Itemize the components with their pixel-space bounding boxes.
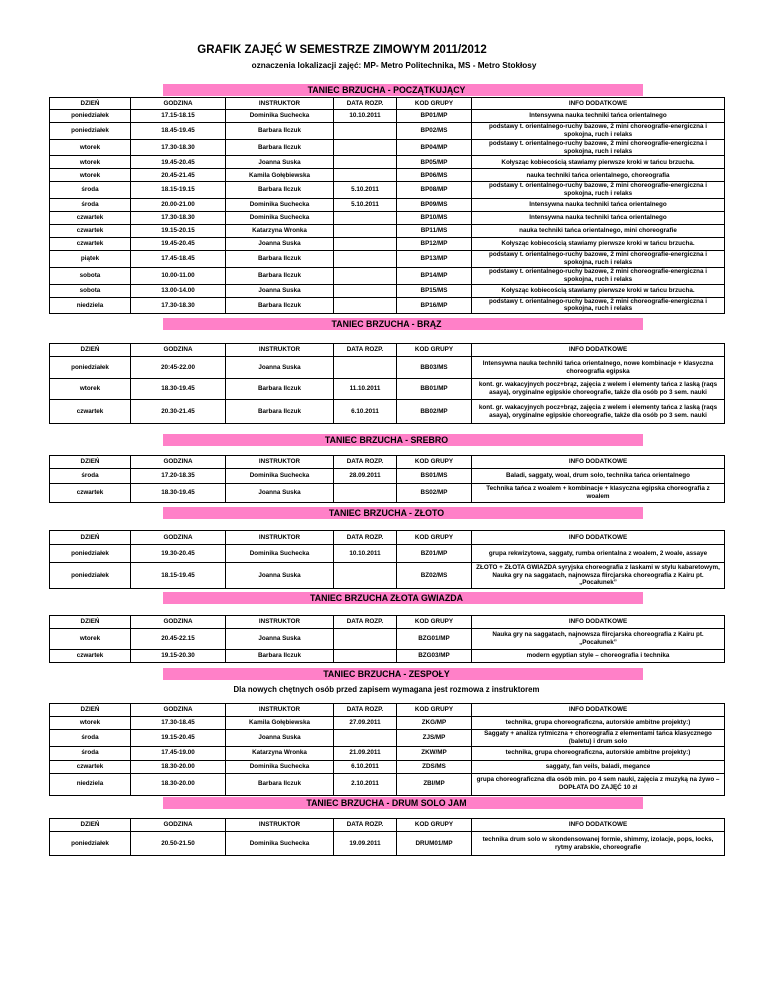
schedule-table bbox=[49, 343, 725, 424]
header-time: GODZINA bbox=[131, 344, 226, 357]
section-title: TANIEC BRZUCHA ZŁOTA GWIAZDA bbox=[310, 593, 463, 603]
cell-instructor: Kamila Gołębiewska bbox=[226, 717, 334, 730]
cell-info: Intensywna nauka techniki tańca orientalnego bbox=[472, 110, 725, 123]
table-header-row bbox=[50, 819, 725, 832]
header-start-date: DATA ROZP. bbox=[334, 704, 397, 717]
cell-day: czwartek bbox=[50, 760, 131, 773]
table-row bbox=[50, 717, 725, 730]
cell-info: podstawy t. orientalnego-ruchy bazowe, 2 mini choreografie-energiczna i spokojna, ruch i relaks bbox=[472, 182, 725, 199]
schedule-table bbox=[49, 615, 725, 663]
cell-start-date: 10.10.2011 bbox=[334, 110, 397, 123]
cell-start-date: 21.09.2011 bbox=[334, 746, 397, 760]
cell-group-code: ZBI/MP bbox=[397, 773, 472, 795]
header-instructor: INSTRUKTOR bbox=[226, 456, 334, 469]
cell-info: nauka techniki tańca orientalnego, choreografia bbox=[472, 169, 725, 182]
header-day: DZIEŃ bbox=[50, 616, 131, 629]
cell-day: poniedziałek bbox=[50, 357, 131, 379]
cell-day: poniedziałek bbox=[50, 832, 131, 856]
cell-time: 19.45-20.45 bbox=[131, 238, 226, 251]
cell-start-date: 10.10.2011 bbox=[334, 545, 397, 563]
cell-start-date bbox=[334, 284, 397, 297]
section-title: TANIEC BRZUCHA - SREBRO bbox=[324, 435, 449, 445]
cell-time: 18.30-20.00 bbox=[131, 760, 226, 773]
cell-start-date: 5.10.2011 bbox=[334, 182, 397, 199]
cell-group-code: BB03/MS bbox=[397, 357, 472, 379]
section-title: TANIEC BRZUCHA - ZESPOŁY bbox=[323, 669, 450, 679]
cell-day: środa bbox=[50, 182, 131, 199]
header-instructor: INSTRUKTOR bbox=[226, 98, 334, 110]
cell-instructor: Barbara Ilczuk bbox=[226, 297, 334, 314]
cell-time: 17.45-19.00 bbox=[131, 746, 226, 760]
cell-start-date bbox=[334, 357, 397, 379]
cell-info: nauka techniki tańca orientalnego, mini choreografie bbox=[472, 225, 725, 238]
cell-group-code: BP05/MP bbox=[397, 156, 472, 169]
header-start-date: DATA ROZP. bbox=[334, 616, 397, 629]
cell-group-code: DRUM01/MP bbox=[397, 832, 472, 856]
table-row bbox=[50, 760, 725, 773]
cell-info: grupa choreograficzna dla osób min. po 4 sem nauki, zajęcia z muzyką na żywo – DOPŁATA DO ZAJĘĆ 10 zł bbox=[472, 773, 725, 795]
header-start-date: DATA ROZP. bbox=[334, 344, 397, 357]
header-info: INFO DODATKOWE bbox=[472, 819, 725, 832]
header-group-code: KOD GRUPY bbox=[397, 531, 472, 545]
table-row bbox=[50, 773, 725, 795]
cell-group-code: BP02/MS bbox=[397, 123, 472, 140]
table-row bbox=[50, 123, 725, 140]
cell-instructor: Joanna Suska bbox=[226, 156, 334, 169]
cell-day: czwartek bbox=[50, 484, 131, 503]
cell-start-date bbox=[334, 212, 397, 225]
header-start-date: DATA ROZP. bbox=[334, 456, 397, 469]
cell-time: 20.50-21.50 bbox=[131, 832, 226, 856]
cell-instructor: Joanna Suska bbox=[226, 357, 334, 379]
table-row bbox=[50, 212, 725, 225]
cell-day: poniedziałek bbox=[50, 110, 131, 123]
table-header-row bbox=[50, 616, 725, 629]
page-title: GRAFIK ZAJĘĆ W SEMESTRZE ZIMOWYM 2011/2012 bbox=[197, 44, 487, 56]
cell-time: 18.30-19.45 bbox=[131, 379, 226, 400]
cell-group-code: BP08/MP bbox=[397, 182, 472, 199]
cell-info: Intensywna nauka techniki tańca orientalnego, nowe kombinacje + klasyczna choreografia egipska bbox=[472, 357, 725, 379]
cell-group-code: BB01/MP bbox=[397, 379, 472, 400]
cell-info: kont. gr. wakacyjnych pocz+brąz, zajęcia z welem i elementy tańca z laską (raqs asaya), oryginalne egipskie choreografie, także dla osób po 3 sem. nauki bbox=[472, 379, 725, 400]
cell-info: kont. gr. wakacyjnych pocz+brąz, zajęcia z welem i elementy tańca z laską (raqs asaya), oryginalne egipskie choreografie, także dla osób po 3 sem. nauki bbox=[472, 400, 725, 424]
table-row bbox=[50, 563, 725, 589]
cell-start-date bbox=[334, 267, 397, 284]
cell-group-code: ZKG/MP bbox=[397, 717, 472, 730]
cell-info: podstawy t. orientalnego-ruchy bazowe, 2 mini choreografie-energiczna i spokojna, ruch i relaks bbox=[472, 251, 725, 268]
cell-instructor: Barbara Ilczuk bbox=[226, 251, 334, 268]
table-row bbox=[50, 400, 725, 424]
cell-group-code: BS02/MP bbox=[397, 484, 472, 503]
cell-group-code: ZKW/MP bbox=[397, 746, 472, 760]
cell-group-code: BP09/MS bbox=[397, 199, 472, 212]
cell-instructor: Katarzyna Wronka bbox=[226, 225, 334, 238]
cell-instructor: Joanna Suska bbox=[226, 238, 334, 251]
cell-group-code: BZ02/MS bbox=[397, 563, 472, 589]
table-row bbox=[50, 225, 725, 238]
cell-start-date bbox=[334, 484, 397, 503]
cell-instructor: Dominika Suchecka bbox=[226, 760, 334, 773]
cell-time: 19.45-20.45 bbox=[131, 156, 226, 169]
cell-start-date: 27.09.2011 bbox=[334, 717, 397, 730]
cell-day: wtorek bbox=[50, 169, 131, 182]
cell-instructor: Joanna Suska bbox=[226, 284, 334, 297]
table-header-row bbox=[50, 531, 725, 545]
cell-instructor: Barbara Ilczuk bbox=[226, 139, 334, 156]
cell-info: Technika tańca z woalem + kombinacje + klasyczna egipska choreografia z woalem bbox=[472, 484, 725, 503]
cell-group-code: BP04/MP bbox=[397, 139, 472, 156]
cell-group-code: BP11/MS bbox=[397, 225, 472, 238]
schedule-table bbox=[49, 703, 725, 796]
cell-info: Intensywna nauka techniki tańca orientalnego bbox=[472, 212, 725, 225]
table-row bbox=[50, 545, 725, 563]
header-time: GODZINA bbox=[131, 98, 226, 110]
cell-group-code: BP01/MP bbox=[397, 110, 472, 123]
cell-day: sobota bbox=[50, 284, 131, 297]
schedule-table bbox=[49, 455, 725, 503]
cell-instructor: Barbara Ilczuk bbox=[226, 379, 334, 400]
header-start-date: DATA ROZP. bbox=[334, 531, 397, 545]
cell-day: czwartek bbox=[50, 238, 131, 251]
cell-start-date bbox=[334, 156, 397, 169]
header-group-code: KOD GRUPY bbox=[397, 819, 472, 832]
cell-instructor: Kamila Gołębiewska bbox=[226, 169, 334, 182]
cell-group-code: BZ01/MP bbox=[397, 545, 472, 563]
header-time: GODZINA bbox=[131, 616, 226, 629]
cell-time: 17.30-18.30 bbox=[131, 212, 226, 225]
cell-group-code: BP16/MP bbox=[397, 297, 472, 314]
cell-info: Kołysząc kobiecością stawiamy pierwsze kroki w tańcu brzucha. bbox=[472, 284, 725, 297]
cell-day: poniedziałek bbox=[50, 563, 131, 589]
table-row bbox=[50, 267, 725, 284]
table-row bbox=[50, 379, 725, 400]
cell-group-code: BZG01/MP bbox=[397, 629, 472, 650]
cell-info: technika, grupa choreograficzna, autorskie ambitne projekty:) bbox=[472, 717, 725, 730]
header-day: DZIEŃ bbox=[50, 704, 131, 717]
cell-day: poniedziałek bbox=[50, 545, 131, 563]
cell-day: środa bbox=[50, 469, 131, 484]
cell-day: poniedziałek bbox=[50, 123, 131, 140]
cell-info: podstawy t. orientalnego-ruchy bazowe, 2 mini choreografie-energiczna i spokojna, ruch i relaks bbox=[472, 267, 725, 284]
table-row bbox=[50, 156, 725, 169]
cell-info: ZŁOTO + ZŁOTA GWIAZDA syryjska choreografia z laskami w stylu kabaretowym, Nauka gry na saggatach, najnowsza flircjarska choreografia z Kairu pt. „Pocałunek” bbox=[472, 563, 725, 589]
header-info: INFO DODATKOWE bbox=[472, 704, 725, 717]
cell-info: podstawy t. orientalnego-ruchy bazowe, 2 mini choreografie-energiczna i spokojna, ruch i relaks bbox=[472, 139, 725, 156]
cell-group-code: BS01/MS bbox=[397, 469, 472, 484]
cell-start-date bbox=[334, 730, 397, 747]
cell-group-code: BP14/MP bbox=[397, 267, 472, 284]
cell-day: wtorek bbox=[50, 156, 131, 169]
cell-instructor: Dominika Suchecka bbox=[226, 832, 334, 856]
cell-time: 18.30-19.45 bbox=[131, 484, 226, 503]
cell-info: podstawy t. orientalnego-ruchy bazowe, 2 mini choreografie-energiczna i spokojna, ruch i relaks bbox=[472, 123, 725, 140]
table-header-row bbox=[50, 344, 725, 357]
header-group-code: KOD GRUPY bbox=[397, 456, 472, 469]
cell-instructor: Dominika Suchecka bbox=[226, 469, 334, 484]
section-note: Dla nowych chętnych osób przed zapisem wymagana jest rozmowa z instruktorem bbox=[233, 685, 540, 694]
cell-group-code: BB02/MP bbox=[397, 400, 472, 424]
table-row bbox=[50, 832, 725, 856]
cell-instructor: Dominika Suchecka bbox=[226, 212, 334, 225]
cell-day: czwartek bbox=[50, 650, 131, 663]
cell-day: środa bbox=[50, 730, 131, 747]
cell-day: wtorek bbox=[50, 139, 131, 156]
table-row bbox=[50, 297, 725, 314]
section-title: TANIEC BRZUCHA - POCZĄTKUJĄCY bbox=[307, 85, 466, 95]
cell-day: czwartek bbox=[50, 225, 131, 238]
header-group-code: KOD GRUPY bbox=[397, 344, 472, 357]
header-info: INFO DODATKOWE bbox=[472, 531, 725, 545]
cell-info: Baladi, saggaty, woal, drum solo, technika tańca orientalnego bbox=[472, 469, 725, 484]
cell-start-date bbox=[334, 225, 397, 238]
cell-time: 18.45-19.45 bbox=[131, 123, 226, 140]
cell-info: technika, grupa choreograficzna, autorskie ambitne projekty:) bbox=[472, 746, 725, 760]
cell-info: modern egyptian style – choreografia i technika bbox=[472, 650, 725, 663]
section-title: TANIEC BRZUCHA - BRĄZ bbox=[331, 319, 442, 329]
cell-info: podstawy t. orientalnego-ruchy bazowe, 2 mini choreografie-energiczna i spokojna, ruch i relaks bbox=[472, 297, 725, 314]
cell-start-date bbox=[334, 139, 397, 156]
cell-instructor: Katarzyna Wronka bbox=[226, 746, 334, 760]
cell-time: 20:45-22.00 bbox=[131, 357, 226, 379]
cell-instructor: Barbara Ilczuk bbox=[226, 267, 334, 284]
header-group-code: KOD GRUPY bbox=[397, 616, 472, 629]
cell-info: Kołysząc kobiecością stawiamy pierwsze kroki w tańcu brzucha. bbox=[472, 156, 725, 169]
cell-time: 17.20-18.35 bbox=[131, 469, 226, 484]
schedule-table bbox=[49, 97, 725, 314]
header-time: GODZINA bbox=[131, 704, 226, 717]
cell-start-date: 6.10.2011 bbox=[334, 400, 397, 424]
cell-time: 18.15-19.15 bbox=[131, 182, 226, 199]
cell-group-code: BP12/MP bbox=[397, 238, 472, 251]
cell-time: 18.15-19.45 bbox=[131, 563, 226, 589]
cell-time: 13.00-14.00 bbox=[131, 284, 226, 297]
header-instructor: INSTRUKTOR bbox=[226, 704, 334, 717]
cell-start-date bbox=[334, 251, 397, 268]
cell-group-code: ZJS/MP bbox=[397, 730, 472, 747]
cell-time: 20.30-21.45 bbox=[131, 400, 226, 424]
cell-start-date: 19.09.2011 bbox=[334, 832, 397, 856]
header-time: GODZINA bbox=[131, 819, 226, 832]
cell-instructor: Joanna Suska bbox=[226, 730, 334, 747]
header-time: GODZINA bbox=[131, 531, 226, 545]
cell-start-date: 5.10.2011 bbox=[334, 199, 397, 212]
schedule-table bbox=[49, 818, 725, 856]
cell-day: wtorek bbox=[50, 379, 131, 400]
table-row bbox=[50, 629, 725, 650]
header-day: DZIEŃ bbox=[50, 819, 131, 832]
cell-instructor: Barbara Ilczuk bbox=[226, 400, 334, 424]
cell-start-date bbox=[334, 650, 397, 663]
table-row bbox=[50, 357, 725, 379]
page-subtitle: oznaczenia lokalizacji zajęć: MP- Metro Politechnika, MS - Metro Stokłosy bbox=[251, 61, 537, 70]
table-row bbox=[50, 484, 725, 503]
header-info: INFO DODATKOWE bbox=[472, 456, 725, 469]
header-day: DZIEŃ bbox=[50, 456, 131, 469]
cell-time: 20.45-22.15 bbox=[131, 629, 226, 650]
table-row bbox=[50, 284, 725, 297]
cell-time: 17.30-18.45 bbox=[131, 717, 226, 730]
cell-start-date: 6.10.2011 bbox=[334, 760, 397, 773]
cell-start-date: 11.10.2011 bbox=[334, 379, 397, 400]
cell-time: 19.15-20.30 bbox=[131, 650, 226, 663]
section-title: TANIEC BRZUCHA - ZŁOTO bbox=[328, 508, 445, 518]
cell-time: 17.45-18.45 bbox=[131, 251, 226, 268]
header-day: DZIEŃ bbox=[50, 344, 131, 357]
table-header-row bbox=[50, 456, 725, 469]
cell-start-date bbox=[334, 563, 397, 589]
cell-day: środa bbox=[50, 746, 131, 760]
header-instructor: INSTRUKTOR bbox=[226, 531, 334, 545]
cell-instructor: Dominika Suchecka bbox=[226, 545, 334, 563]
table-row bbox=[50, 730, 725, 747]
table-row bbox=[50, 139, 725, 156]
cell-group-code: BP13/MP bbox=[397, 251, 472, 268]
cell-day: środa bbox=[50, 199, 131, 212]
cell-instructor: Joanna Suska bbox=[226, 563, 334, 589]
cell-day: sobota bbox=[50, 267, 131, 284]
cell-info: Intensywna nauka techniki tańca orientalnego bbox=[472, 199, 725, 212]
cell-day: wtorek bbox=[50, 717, 131, 730]
table-row bbox=[50, 251, 725, 268]
cell-time: 20.00-21.00 bbox=[131, 199, 226, 212]
cell-day: czwartek bbox=[50, 400, 131, 424]
cell-day: niedziela bbox=[50, 773, 131, 795]
table-header-row bbox=[50, 98, 725, 110]
cell-time: 17.30-18.30 bbox=[131, 297, 226, 314]
header-day: DZIEŃ bbox=[50, 98, 131, 110]
header-instructor: INSTRUKTOR bbox=[226, 819, 334, 832]
cell-instructor: Barbara Ilczuk bbox=[226, 182, 334, 199]
header-start-date: DATA ROZP. bbox=[334, 98, 397, 110]
cell-info: grupa rekwizytowa, saggaty, rumba orientalna z woalem, 2 woale, assaye bbox=[472, 545, 725, 563]
cell-day: wtorek bbox=[50, 629, 131, 650]
header-group-code: KOD GRUPY bbox=[397, 704, 472, 717]
table-row bbox=[50, 650, 725, 663]
cell-time: 17.30-18.30 bbox=[131, 139, 226, 156]
cell-instructor: Joanna Suska bbox=[226, 629, 334, 650]
cell-start-date bbox=[334, 238, 397, 251]
cell-time: 19.15-20.15 bbox=[131, 225, 226, 238]
table-row bbox=[50, 238, 725, 251]
cell-start-date bbox=[334, 169, 397, 182]
cell-instructor: Dominika Suchecka bbox=[226, 110, 334, 123]
header-info: INFO DODATKOWE bbox=[472, 98, 725, 110]
cell-day: piątek bbox=[50, 251, 131, 268]
cell-time: 19.30-20.45 bbox=[131, 545, 226, 563]
cell-start-date: 28.09.2011 bbox=[334, 469, 397, 484]
cell-group-code: BP06/MS bbox=[397, 169, 472, 182]
cell-group-code: BP15/MS bbox=[397, 284, 472, 297]
cell-time: 20.45-21.45 bbox=[131, 169, 226, 182]
table-row bbox=[50, 110, 725, 123]
header-day: DZIEŃ bbox=[50, 531, 131, 545]
cell-info: technika drum solo w skondensowanej formie, shimmy, izolacje, pops, locks, rytmy arabskie, choreografie bbox=[472, 832, 725, 856]
table-row bbox=[50, 169, 725, 182]
cell-time: 19.15-20.45 bbox=[131, 730, 226, 747]
header-instructor: INSTRUKTOR bbox=[226, 344, 334, 357]
cell-info: saggaty, fan veils, baladi, megance bbox=[472, 760, 725, 773]
header-group-code: KOD GRUPY bbox=[397, 98, 472, 110]
schedule-table bbox=[49, 530, 725, 589]
cell-info: Nauka gry na saggatach, najnowsza flircjarska choreografia z Kairu pt. „Pocałunek” bbox=[472, 629, 725, 650]
cell-instructor: Barbara Ilczuk bbox=[226, 650, 334, 663]
table-row bbox=[50, 469, 725, 484]
table-row bbox=[50, 182, 725, 199]
header-start-date: DATA ROZP. bbox=[334, 819, 397, 832]
header-info: INFO DODATKOWE bbox=[472, 616, 725, 629]
cell-instructor: Joanna Suska bbox=[226, 484, 334, 503]
header-info: INFO DODATKOWE bbox=[472, 344, 725, 357]
table-row bbox=[50, 746, 725, 760]
cell-instructor: Barbara Ilczuk bbox=[226, 123, 334, 140]
cell-time: 17.15-18.15 bbox=[131, 110, 226, 123]
cell-start-date: 2.10.2011 bbox=[334, 773, 397, 795]
header-time: GODZINA bbox=[131, 456, 226, 469]
header-instructor: INSTRUKTOR bbox=[226, 616, 334, 629]
cell-day: czwartek bbox=[50, 212, 131, 225]
section-title: TANIEC BRZUCHA - DRUM SOLO JAM bbox=[306, 798, 467, 808]
cell-day: niedziela bbox=[50, 297, 131, 314]
cell-group-code: BP10/MS bbox=[397, 212, 472, 225]
cell-start-date bbox=[334, 297, 397, 314]
cell-start-date bbox=[334, 123, 397, 140]
cell-instructor: Barbara Ilczuk bbox=[226, 773, 334, 795]
cell-instructor: Dominika Suchecka bbox=[226, 199, 334, 212]
table-header-row bbox=[50, 704, 725, 717]
cell-group-code: BZG03/MP bbox=[397, 650, 472, 663]
cell-group-code: ZDS/MS bbox=[397, 760, 472, 773]
cell-info: Saggaty + analiza rytmiczna + choreografia z elementami tańca klasycznego (baletu) i drum solo bbox=[472, 730, 725, 747]
table-row bbox=[50, 199, 725, 212]
cell-time: 18.30-20.00 bbox=[131, 773, 226, 795]
cell-start-date bbox=[334, 629, 397, 650]
cell-time: 10.00-11.00 bbox=[131, 267, 226, 284]
cell-info: Kołysząc kobiecością stawiamy pierwsze kroki w tańcu brzucha. bbox=[472, 238, 725, 251]
